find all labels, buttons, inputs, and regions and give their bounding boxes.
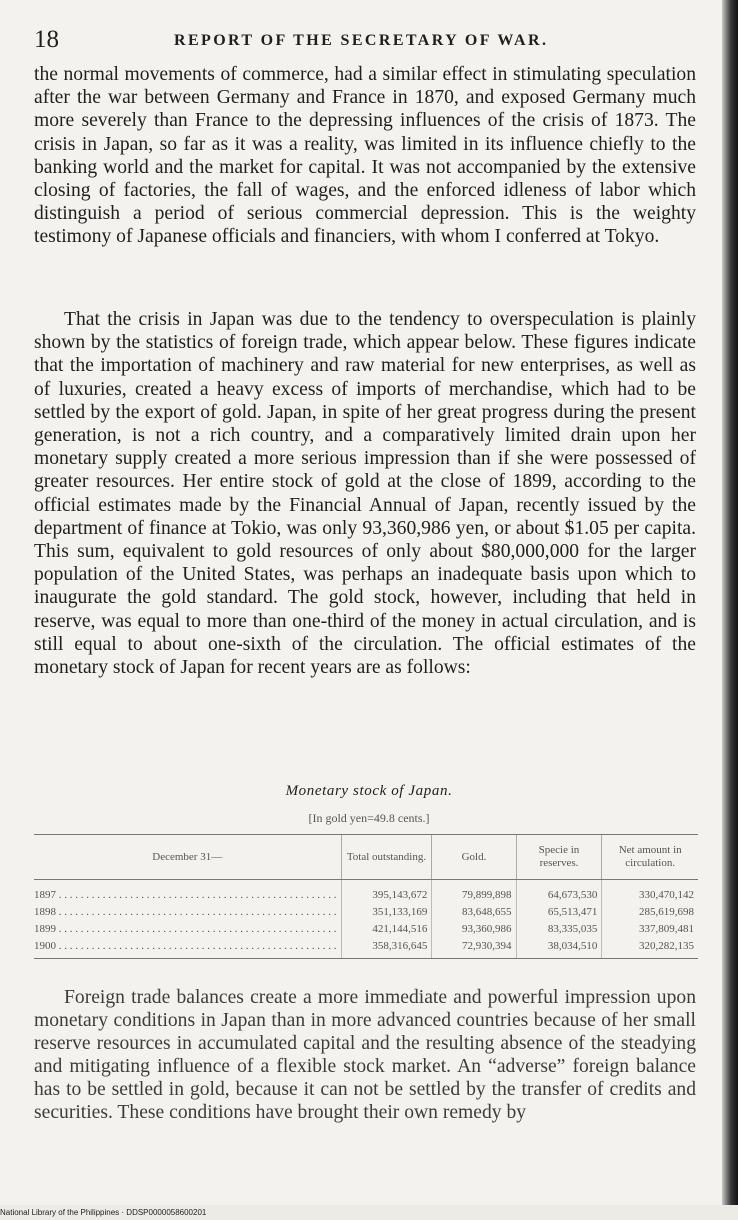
table-row [34, 880, 698, 904]
net-cell: 337,809,481 [602, 920, 698, 937]
total-cell: 358,316,645 [341, 937, 432, 959]
table-title: Monetary stock of Japan. [285, 783, 453, 799]
column-header: December 31— [34, 835, 341, 880]
scan-footer: National Library of the Philippines · DDSP0000058600201 [0, 1208, 207, 1217]
year-label: 1898 [34, 905, 56, 918]
net-cell: 330,470,142 [602, 880, 698, 904]
year-cell: 1897 . . . . . . . . . . . . . . . . . . . . . . . . . . . . . . . . . . . . . . . . . . . . . . . . . . . [34, 888, 337, 901]
column-header: Gold. [432, 835, 516, 880]
year-cell: 1899 . . . . . . . . . . . . . . . . . . . . . . . . . . . . . . . . . . . . . . . . . . . . . . . . . . . [34, 922, 337, 935]
year-cell: 1900 . . . . . . . . . . . . . . . . . . . . . . . . . . . . . . . . . . . . . . . . . . . . . . . . . . . [34, 937, 341, 959]
total-cell: 351,133,169 [341, 903, 432, 920]
table-header-row [34, 835, 698, 880]
specie-cell: 65,513,471 [516, 903, 602, 920]
specie-cell: 64,673,530 [516, 880, 602, 904]
column-header: Specie in reserves. [516, 835, 602, 880]
total-cell: 395,143,672 [341, 880, 432, 904]
total-cell: 421,144,516 [341, 920, 432, 937]
column-header: Total outstanding. [341, 835, 432, 880]
gold-cell: 72,930,394 [432, 937, 516, 959]
table-row [34, 903, 698, 920]
monetary-stock-table [34, 834, 698, 959]
page-header [34, 26, 694, 56]
specie-cell: 38,034,510 [516, 937, 602, 959]
page-number: 18 [34, 26, 59, 53]
paragraph-3: Foreign trade balances create a more immediate and powerful impression upon monetary conditions in Japan than in more advanced countries because of her small reserve resources in accumulated capital and the resulting absence of the steadying and mitigating influence of a flexible stock market. An “adverse” foreign balance has to be settled in gold, because it can not be settled by the transfer of credits and securities. These conditions have brought their own remedy by [34, 987, 696, 1123]
year-label: 1900 [34, 939, 56, 952]
specie-cell: 83,335,035 [516, 920, 602, 937]
gold-cell: 83,648,655 [432, 903, 516, 920]
year-label: 1899 [34, 922, 56, 935]
gold-cell: 79,899,898 [432, 880, 516, 904]
table-row [34, 937, 698, 959]
year-label: 1897 [34, 888, 56, 901]
book-spine-shadow [722, 0, 738, 1205]
net-cell: 320,282,135 [602, 937, 698, 959]
year-cell: 1898 . . . . . . . . . . . . . . . . . . . . . . . . . . . . . . . . . . . . . . . . . . . . . . . . . . . [34, 905, 337, 918]
paragraph-1: the normal movements of commerce, had a similar effect in stimulating speculation after the war between Germany and France in 1870, and exposed Germany much more severely than France to the depressing influences of the crisis of 1873. The crisis in Japan, so far as it was a reality, was limited in its influence chiefly to the banking world and the market for capital. It was not accompanied by the extensive closing of factories, the fall of wages, and the enforced idleness of labor which distinguish a period of serious commercial depression. This is the weighty testimony of Japanese officials and financiers, with whom I conferred at Tokyo. [34, 64, 696, 248]
column-header: Net amount in circulation. [602, 835, 698, 880]
net-cell: 285,619,698 [602, 903, 698, 920]
gold-cell: 93,360,986 [432, 920, 516, 937]
table-subtitle: [In gold yen=49.8 cents.] [308, 811, 430, 825]
table-row [34, 920, 698, 937]
running-title: REPORT OF THE SECRETARY OF WAR. [174, 32, 549, 49]
paragraph-2: That the crisis in Japan was due to the tendency to overspeculation is plainly shown by the statistics of foreign trade, which appear below. These figures indicate that the importation of machinery and raw material for new enterprises, as well as of luxuries, created a heavy excess of imports of merchandise, which had to be settled by the export of gold. Japan, in spite of her great progress during the present generation, is not a rich country, and a comparatively limited drain upon her monetary supply created a more serious impression than if she were possessed of greater resources. Her entire stock of gold at the close of 1899, according to the official estimates made by the Financial Annual of Japan, recently issued by the department of finance at Tokio, was only 93,360,986 yen, or about $1.05 per capita. This sum, equivalent to gold resources of only about $80,000,000 for the larger population of the United States, was perhaps an inadequate basis upon which to inaugurate the gold standard. The gold stock, however, including that held in reserve, was equal to more than one-third of the money in actual circulation, and is still equal to about one-sixth of the circulation. The official estimates of the monetary stock of Japan for recent years are as follows: [34, 309, 696, 679]
